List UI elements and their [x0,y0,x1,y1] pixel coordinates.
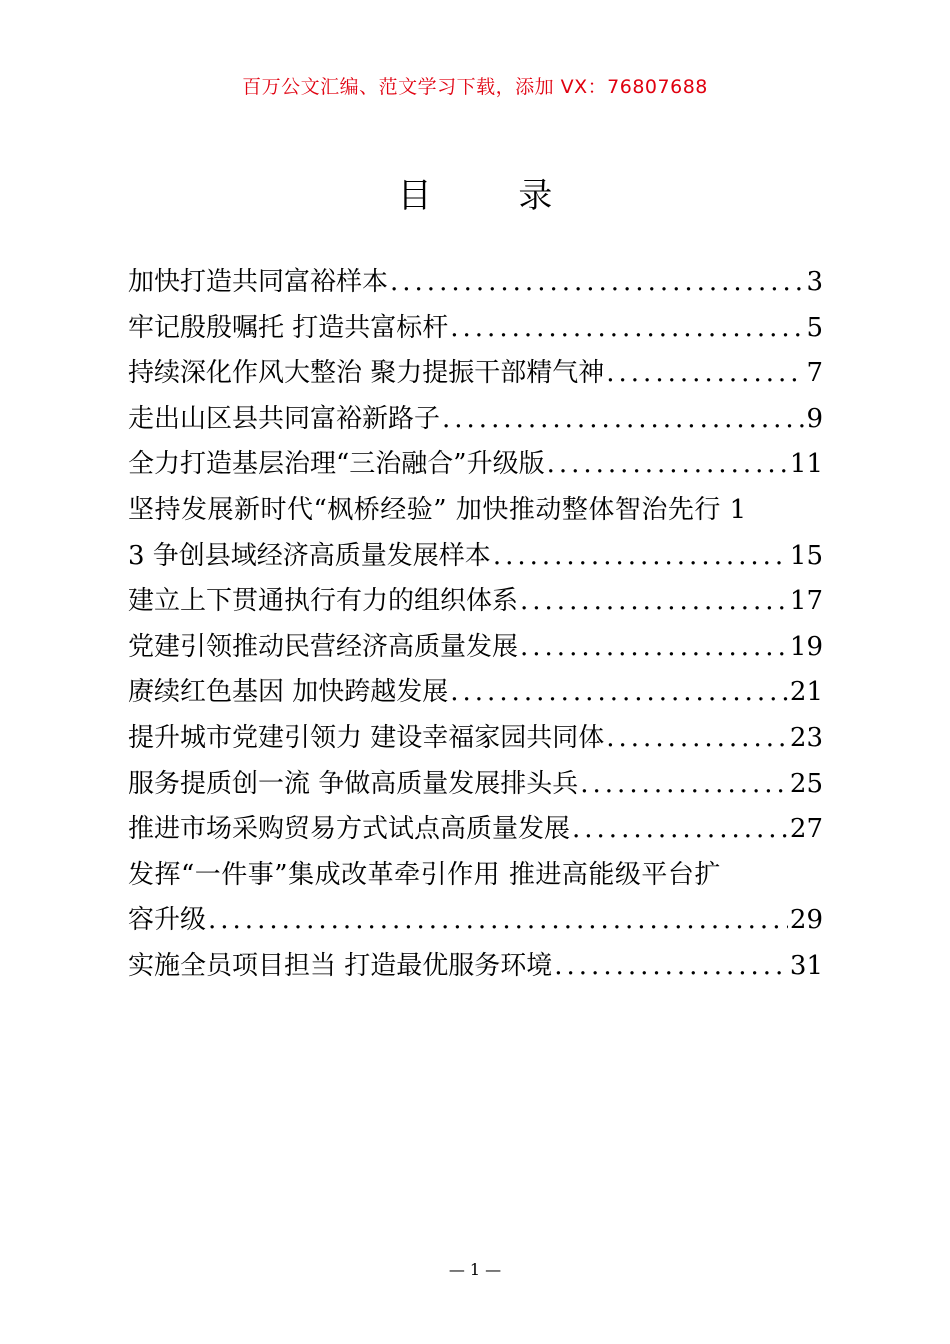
toc-entry-title: 走出山区县共同富裕新路子 [128,403,441,434]
toc-entry[interactable] [128,260,823,306]
dot-leader [448,670,788,716]
toc-entry-wrapped-line[interactable]: 坚持发展新时代“枫桥经验” 加快推动整体智治先行 1 [128,494,747,525]
toc-entry[interactable] [128,534,823,580]
dot-leader [206,898,788,944]
toc-entry-page: 25 [789,768,823,799]
toc-entry[interactable] [128,898,823,944]
toc-entry[interactable] [128,306,823,352]
toc-entry[interactable] [128,351,823,397]
dot-leader [518,579,788,625]
toc-entry-page: 17 [789,586,823,617]
dot-leader [440,397,804,443]
dot-leader [570,807,788,853]
toc-entry-title: 建立上下贯通执行有力的组织体系 [128,586,519,617]
toc-entry-title: 党建引领推动民营经济高质量发展 [128,631,519,662]
toc-entry-page: 21 [789,677,823,708]
toc-entry-page: 7 [806,358,823,389]
toc-entry-page: 9 [806,403,823,434]
dot-leader [578,762,788,808]
toc-entry-page: 23 [789,722,823,753]
toc-entry-title: 推进市场采购贸易方式试点高质量发展 [128,814,571,845]
toc-entry-page: 15 [789,540,823,571]
dot-leader [604,351,804,397]
toc-entry-page: 19 [789,631,823,662]
toc-entry-title: 加快打造共同富裕样本 [128,267,389,297]
page-number: — 1 — [448,1260,502,1279]
toc-entry-title: 持续深化作风大整治 聚力提振干部精气神 [128,358,605,389]
toc-entry-title: 容升级 [128,905,207,936]
toc-entry-page: 3 [806,267,823,297]
toc-entry-page: 11 [789,449,823,480]
toc-entry-wrapped-line[interactable]: 发挥“一件事”集成改革牵引作用 推进高能级平台扩 [128,859,721,890]
toc-entry-title: 全力打造基层治理“三治融合”升级版 [128,449,545,480]
dot-leader [545,442,788,488]
toc-entry-title: 实施全员项目担当 打造最优服务环境 [128,950,553,981]
toc-entry[interactable] [128,762,823,808]
toc-entry[interactable] [128,670,823,716]
dot-leader [604,716,788,762]
watermark-header: 百万公文汇编、范文学习下载，添加 VX：76807688 [242,76,708,98]
toc-entry-title: 3 争创县域经济高质量发展样本 [128,540,491,571]
dot-leader [388,260,804,306]
dot-leader [448,306,804,352]
toc-entry-title: 牢记殷殷嘱托 打造共富标杆 [128,312,449,343]
toc-entry-page: 31 [789,950,823,981]
toc-entry-page: 29 [789,905,823,936]
dot-leader [518,625,788,671]
toc-entry-title: 服务提质创一流 争做高质量发展排头兵 [128,768,579,799]
toc-entry-title: 赓续红色基因 加快跨越发展 [128,677,449,708]
dot-leader [552,944,788,990]
table-of-contents [128,260,823,990]
toc-entry[interactable] [128,625,823,671]
toc-entry-title: 提升城市党建引领力 建设幸福家园共同体 [128,722,605,753]
page-title: 目 录 [397,176,591,216]
toc-entry[interactable] [128,397,823,443]
toc-entry[interactable] [128,807,823,853]
dot-leader [491,534,788,580]
toc-entry[interactable] [128,716,823,762]
toc-entry[interactable] [128,579,823,625]
toc-entry-page: 5 [806,312,823,343]
toc-entry-page: 27 [789,814,823,845]
toc-entry[interactable] [128,944,823,990]
toc-entry[interactable] [128,442,823,488]
